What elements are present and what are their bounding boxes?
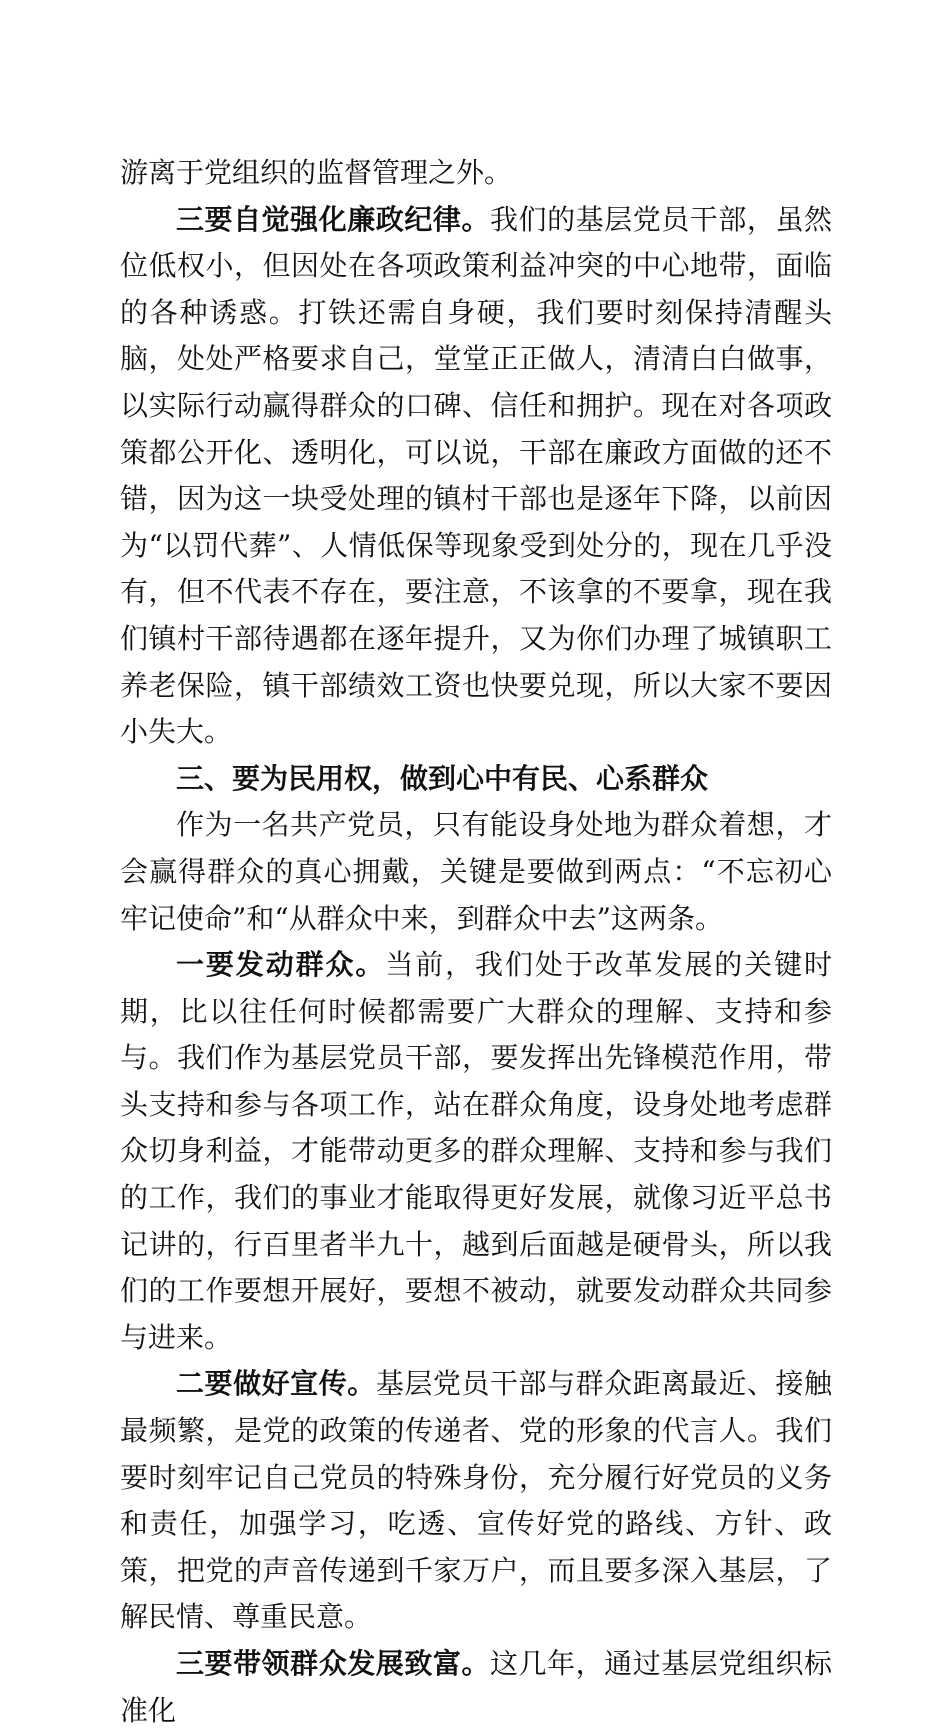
paragraph-publicity	[120, 1361, 832, 1641]
paragraph-text: 我们的基层党员干部，虽然位低权小，但因处在各项政策利益冲突的中心地带，面临的各种诱惑。打铁还需自身硬，我们要时刻保持清醒头脑，处处严格要求自己，堂堂正正做人，清清白白做事，以实际行动赢得群众的口碑、信任和拥护。现在对各项政策都公开化、透明化，可以说，干部在廉政方面做的还不错，因为这一块受处理的镇村干部也是逐年下降，以前因为“以罚代葬”、人情低保等现象受到处分的，现在几乎没有，但不代表不存在，要注意，不该拿的不要拿，现在我们镇村干部待遇都在逐年提升，又为你们办理了城镇职工养老保险，镇干部绩效工资也快要兑现，所以大家不要因小失大。	[120, 202, 832, 749]
paragraph-mobilize-masses	[120, 942, 832, 1361]
paragraph-integrity-discipline	[120, 197, 832, 756]
paragraph-text: 游离于党组织的监督管理之外。	[120, 156, 513, 189]
paragraph-text: 作为一名共产党员，只有能设身处地为群众着想，才会赢得群众的真心拥戴，关键是要做到两点：“不忘初心牢记使命”和“从群众中来，到群众中去”这两条。	[120, 808, 832, 935]
paragraph-lead: 二要做好宣传。	[176, 1367, 376, 1401]
paragraph-intro	[120, 802, 832, 942]
paragraph-lead: 一要发动群众。	[176, 948, 386, 982]
paragraph-text: 基层党员干部与群众距离最近、接触最频繁，是党的政策的传递者、党的形象的代言人。我们要时刻牢记自己党员的特殊身份，充分履行好党员的义务和责任，加强学习，吃透、宣传好党的路线、方针、政策，把党的声音传递到千家万户，而且要多深入基层，了解民情、尊重民意。	[120, 1367, 832, 1634]
section-heading	[120, 756, 832, 803]
paragraph-text: 这几年，通过基层党组织标准化	[120, 1647, 832, 1727]
paragraph-lead: 三要自觉强化廉政纪律。	[176, 202, 490, 236]
section-heading-text: 三、要为民用权，做到心中有民、心系群众	[176, 761, 709, 795]
paragraph-lead: 三要带领群众发展致富。	[176, 1647, 490, 1680]
paragraph-prosperity	[120, 1641, 832, 1734]
document-body	[120, 150, 832, 1734]
paragraph-text: 当前，我们处于改革发展的关键时期，比以往任何时候都需要广大群众的理解、支持和参与。我们作为基层党员干部，要发挥出先锋模范作用，带头支持和参与各项工作，站在群众角度，设身处地考虑群众切身利益，才能带动更多的群众理解、支持和参与我们的工作，我们的事业才能取得更好发展，就像习近平总书记讲的，行百里者半九十，越到后面越是硬骨头，所以我们的工作要想开展好，要想不被动，就要发动群众共同参与进来。	[120, 948, 832, 1354]
paragraph-continuation	[120, 150, 832, 197]
